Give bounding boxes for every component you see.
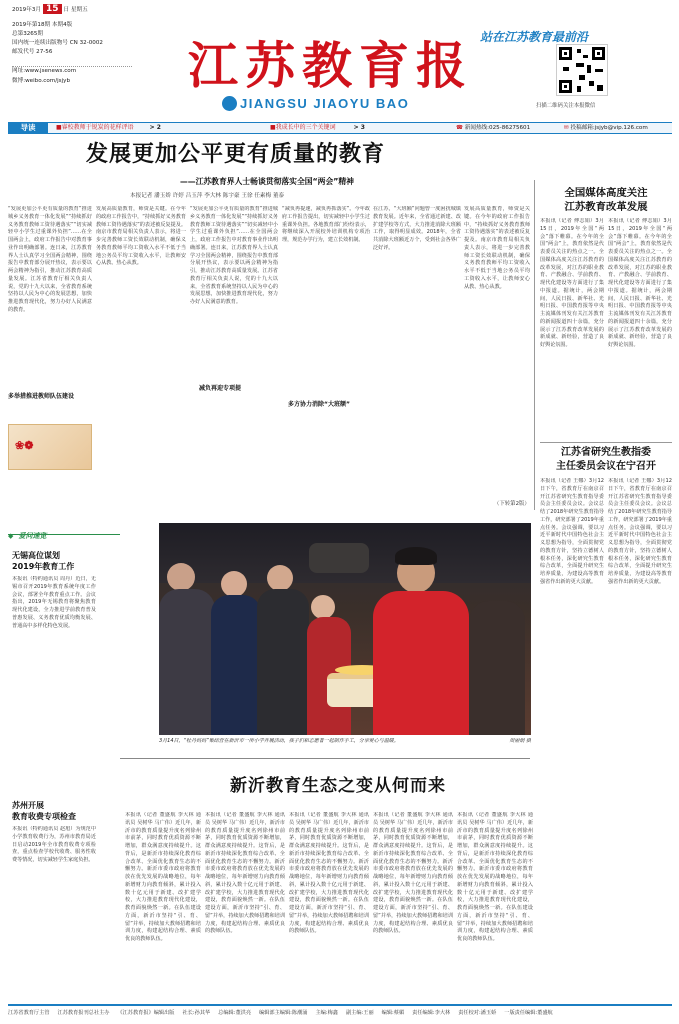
footer-item: 责任校对:潘玉娇 — [458, 1009, 497, 1016]
lead-para-5: 在江苏，“大班额”问题曾一度困扰城镇教育发展。近年来，全省通过新建、改扩建学校等方式，大力推进消除大班额工作，取得明显成效。2018年，全省共消除大班额近万个，受到社会各界广泛好评。 — [373, 206, 461, 251]
brief-body-2-text: 本报讯（特约通讯员 赵旭）为规范中小学教育收费行为，苏州市教育局近日启动2019年全市教育收费专项检查，重点检查学校代收费、服务性收费等情况，切实减轻学生家庭负担。 — [12, 826, 96, 863]
lead-section-3: 多方协力消除“大班额” — [288, 401, 350, 408]
phone-icon: ☎ — [456, 125, 463, 131]
email-text: 投稿邮箱:jsjyb@vip.126.com — [570, 125, 648, 131]
bottom-col-4 — [373, 812, 453, 998]
bottom-body-4: 本报讯（记者 董盛航 李大林 通讯员 吴树华 马广伟）近几年，新沂市的教育质量提升度名列徐州市前茅，同时教育优质资源不断增加，群众满意度持续提升。这背后，是新沂市持续深化教育综合改革、全面优化教育生态的不懈努力。新沂市委市政府将教育放在优先发展的战略地位，每年新增财力向教育倾斜，累计投入数十亿元用于新建、改扩建学校，大力推进教育现代化建设，教育面貌焕然一新。在队伍建设方面，新沂市坚持“引、育、留”并举，持续加大教师招聘和培训力度，构建起结构合理、素质优良的教师队伍。 — [373, 812, 453, 935]
footer-bar — [8, 1004, 672, 1018]
research-body-2: 本报讯（记者 王娜）3月12日下午，省教育厅在南京召开江苏省研究生教育指导委员会主任委员会议。会议总结了2018年研究生教育指导工作，研究部署了2019年重点任务。会议强调，要以习近平新时代中国特色社会主义思想为指导，全面贯彻党的教育方针，坚持立德树人根本任务，深化研究生教育综合改革，全面提升研究生培养质量，为建设高等教育强省作出新的更大贡献。 — [608, 478, 672, 585]
weekday: 日 星期五 — [63, 7, 88, 13]
date-block — [12, 6, 88, 15]
brief-body-2 — [12, 826, 96, 996]
guide-item-page: > 2 — [149, 124, 161, 131]
lead-section-2: 减负再迎专项提 — [199, 385, 242, 392]
website[interactable]: 网址:www.jsenews.com — [12, 68, 77, 74]
lead-para-1: “发展更加公平更有质量的教育”推进城乡义务教育一体化发展”“持续抓好义务教育教师工资待遇落实”“切实减轻中小学生过重课外负担”……在全国两会上，政府工作报告中对教育事业作出明确部署。连日来，江苏教育界人士认真学习全国两会精神，围绕报告中教育部分展开热议，表示要以两会精神为指引，推动江苏教育高质量发展。江苏省教育厅相关负责人说，党的十九大以来，全省教育系统坚持以人民为中心的发展思想，加快推进教育现代化，努力办好人民满意的教育。 — [8, 206, 92, 313]
footer-item: 江苏教育报刊总社主办 — [57, 1009, 110, 1016]
guide-label: 导读 — [8, 123, 48, 133]
footer-item: 一版责任编辑:董盛航 — [504, 1009, 553, 1016]
english-name: JIANGSU JIAOYU BAO — [240, 96, 410, 111]
child-head — [311, 595, 335, 619]
adult-body — [373, 591, 469, 735]
footer-item: 总编辑:董洪亮 — [218, 1009, 252, 1016]
research-col-2 — [608, 478, 672, 858]
brief-brand — [8, 523, 120, 540]
research-col-1 — [540, 478, 604, 858]
mail-icon: ✉ — [564, 125, 569, 131]
side-body: 本报讯（记者 傅志娟）3月15日，2019年全国“两会”落下帷幕。在今年的全国“两会”上，教育依然是代表委员关注的热点之一。全国媒体高度关注江苏教育的改革发展，对江苏的职业教育、产教融合、学前教育、现代化建设等方面进行了集中报道。据统计，两会期间，人民日报、新华社、光明日报、中国教育报等中央主流媒体刊发有关江苏教育的新闻报道四十余篇，充分展示了江苏教育改革发展的新成就、新经验，营造了良好舆论氛围。 — [540, 218, 604, 348]
top-right-title: 站在江苏教育最前沿 — [480, 30, 589, 44]
lead-para-6: 发展高质量教育，师资是关键。在今年的政府工作报告中，“持续抓好义务教育教师工资待遇落实”的表述被反复提及。南京市教育局相关负责人表示，将进一步完善教师工资长效联动机制，确保义务教育教师平均工资收入水平不低于当地公务员平均工资收入水平，让教师安心从教、热心从教。 — [464, 206, 530, 290]
child-body — [159, 589, 215, 735]
lead-col-1b — [8, 392, 92, 422]
footer-item: 社长:孙其华 — [182, 1009, 211, 1016]
brief-headline-2: 苏州开展 教育收费专项检查 — [12, 801, 76, 821]
bottom-body-3: 本报讯（记者 董盛航 李大林 通讯员 吴树华 马广伟）近几年，新沂市的教育质量提升度名列徐州市前茅，同时教育优质资源不断增加，群众满意度持续提升。这背后，是新沂市持续深化教育综合改革、全面优化教育生态的不懈努力。新沂市委市政府将教育放在优先发展的战略地位，每年新增财力向教育倾斜，累计投入数十亿元用于新建、改扩建学校，大力推进教育现代化建设，教育面貌焕然一新。在队伍建设方面，新沂市坚持“引、育、留”并举，持续加大教师招聘和培训力度，构建起结构合理、素质优良的教师队伍。 — [289, 812, 369, 935]
newspaper-logo: 江苏教育报 — [188, 36, 473, 95]
brief-brand-label: 爱问速览 — [18, 532, 47, 540]
lead-byline: 本报记者 潘玉娇 许婷 吕玉萍 李大林 陈宇豪 王徐 任素梅 董泰 — [130, 193, 285, 199]
sidebar-ad — [8, 424, 92, 470]
total-issue: 总第3265期 — [12, 31, 44, 37]
side-body-2: 本报讯（记者 傅志娟）3月15日，2019年全国“两会”落下帷幕。在今年的全国“两会”上，教育依然是代表委员关注的热点之一。全国媒体高度关注江苏教育的改革发展，对江苏的职业教育、产教融合、学前教育、现代化建设等方面进行了集中报道。据统计，两会期间，人民日报、新华社、光明日报、中国教育报等中央主流媒体刊发有关江苏教育的新闻报道四十余篇，充分展示了江苏教育改革发展的新成就、新经验，营造了良好舆论氛围。 — [608, 218, 672, 348]
lead-col-1 — [8, 206, 92, 392]
bottom-col-1 — [125, 812, 201, 998]
child-head — [167, 563, 195, 591]
lead-photo[interactable] — [159, 523, 531, 735]
brief-body-1 — [12, 576, 96, 792]
weibo[interactable]: 微博:weibo.com/jsjyb — [12, 78, 71, 84]
child-head — [221, 571, 247, 597]
footer-item: 责任编辑:李大林 — [412, 1009, 451, 1016]
footer-item: 副主编:王丽 — [345, 1009, 374, 1016]
guide-item-page: > 3 — [353, 124, 365, 131]
bottom-body-2: 本报讯（记者 董盛航 李大林 通讯员 吴树华 马广伟）近几年，新沂市的教育质量提升度名列徐州市前茅，同时教育优质资源不断增加，群众满意度持续提升。这背后，是新沂市持续深化教育综合改革、全面优化教育生态的不懈努力。新沂市委市政府将教育放在优先发展的战略地位，每年新增财力向教育倾斜，累计投入数十亿元用于新建、改扩建学校，大力推进教育现代化建设，教育面貌焕然一新。在队伍建设方面，新沂市坚持“引、育、留”并举，持续加大教师招聘和培训力度，构建起结构合理、素质优良的教师队伍。 — [205, 812, 285, 935]
side-col-2 — [608, 218, 672, 438]
lead-col-3 — [190, 206, 278, 506]
footer-item: 编辑部主编辑:陈潮涌 — [259, 1009, 308, 1016]
date-day: 15 — [43, 4, 62, 14]
child-head — [267, 565, 293, 591]
lead-col-6 — [464, 206, 530, 506]
research-headline: 江苏省研究生教指委 主任委员会议在宁召开 — [556, 447, 656, 472]
hotline-text: 新闻热线:025-86275601 — [464, 125, 531, 131]
guide-item-2[interactable] — [270, 124, 365, 132]
guide-bar — [8, 122, 672, 134]
lead-para-3: “发展更加公平更有质量的教育”推进城乡义务教育一体化发展”“持续抓好义务教育教师工资待遇落实”“切实减轻中小学生过重课外负担”……在全国两会上，政府工作报告中对教育事业作出明确部署。连日来，江苏教育界人士认真学习全国两会精神，围绕报告中教育部分展开热议，表示要以两会精神为指引，推动江苏教育高质量发展。江苏省教育厅相关负责人说，党的十九大以来，全省教育系统坚持以人民为中心的发展思想，加快推进教育现代化，努力办好人民满意的教育。 — [190, 206, 278, 305]
side-headline: 全国媒体高度关注 江苏教育改革发展 — [564, 187, 648, 213]
lead-col-5 — [373, 206, 461, 516]
brief-headline-1: 无锡高位谋划 2019年教育工作 — [12, 551, 75, 571]
masthead — [0, 0, 679, 132]
bottom-col-5 — [457, 812, 533, 998]
footer-item: 编辑:蔡媚 — [381, 1009, 405, 1016]
footer-item: 《江苏教育报》编辑出版 — [117, 1009, 175, 1016]
lead-col-3-head — [199, 384, 279, 394]
bottom-col-3 — [289, 812, 369, 998]
guide-item-text: ■睿校教师于锐炭的花样评语 — [56, 124, 134, 131]
lead-col-4-head — [288, 400, 370, 410]
postal-code: 邮发代号 27-56 — [12, 49, 53, 55]
photo-caption-text: 3月14日，“牡丹妈妈”集结营在新沂市一所小学开展活动，孩子们和志愿者一起制作手工，分享爱心与温暖。 — [159, 738, 399, 744]
bottom-body-5: 本报讯（记者 董盛航 李大林 通讯员 吴树华 马广伟）近几年，新沂市的教育质量提升度名列徐州市前茅，同时教育优质资源不断增加，群众满意度持续提升。这背后，是新沂市持续深化教育综合改革、全面优化教育生态的不懈努力。新沂市委市政府将教育放在优先发展的战略地位，每年新增财力向教育倾斜，累计投入数十亿元用于新建、改扩建学校，大力推进教育现代化建设，教育面貌焕然一新。在队伍建设方面，新沂市坚持“引、育、留”并举，持续加大教师招聘和培训力度，构建起结构合理、素质优良的教师队伍。 — [457, 812, 533, 942]
lead-para-4: “减负再提速，减负再抓落实”。今年政府工作报告提出，切实减轻中小学生过重课外负担。各地教育部门纷纷表示，将继续深入开展校外培训机构专项治理，规范办学行为，建立长效机制。 — [282, 206, 370, 243]
photo-credit: 周丽娟 摄 — [509, 738, 531, 744]
brand-icon: ◆ — [8, 532, 14, 540]
email[interactable] — [564, 124, 648, 132]
footer-item: 江苏省教育厅主管 — [8, 1009, 50, 1016]
guide-item-1[interactable] — [56, 124, 161, 132]
lead-col-4 — [282, 206, 370, 506]
research-body: 本报讯（记者 王娜）3月12日下午，省教育厅在南京召开江苏省研究生教育指导委员会主任委员会议。会议总结了2018年研究生教育指导工作，研究部署了2019年重点任务。会议强调，要以习近平新时代中国特色社会主义思想为指导，全面贯彻党的教育方针，坚持立德树人根本任务，深化研究生教育综合改革，全面提升研究生培养质量，为建设高等教育强省作出新的更大贡献。 — [540, 478, 604, 585]
lead-col-2 — [96, 206, 186, 486]
bottom-body-1: 本报讯（记者 董盛航 李大林 通讯员 吴树华 马广伟）近几年，新沂市的教育质量提升度名列徐州市前茅，同时教育优质资源不断增加，群众满意度持续提升。这背后，是新沂市持续深化教育综合改革、全面优化教育生态的不懈努力。新沂市委市政府将教育放在优先发展的战略地位，每年新增财力向教育倾斜，累计投入数十亿元用于新建、改扩建学校，大力推进教育现代化建设，教育面貌焕然一新。在队伍建设方面，新沂市坚持“引、育、留”并举，持续加大教师招聘和培训力度，构建起结构合理、素质优良的教师队伍。 — [125, 812, 201, 942]
hotline — [456, 124, 530, 132]
issue-line: 2019年第18期 本期4版 — [12, 22, 73, 28]
jump-note[interactable]: （下转第2版） — [494, 501, 530, 507]
side-col-1 — [540, 218, 604, 438]
footer-item: 主编:梅鑫 — [315, 1009, 338, 1016]
bottom-headline: 新沂教育生态之变从何而来 — [230, 776, 446, 796]
lead-subtitle: ——江苏教育界人士畅谈贯彻落实全国“两会”精神 — [180, 177, 354, 186]
adult-hair — [395, 547, 437, 565]
globe-icon — [222, 96, 237, 111]
child-body — [211, 595, 261, 735]
cn-code: 国内统一连续出版物号 CN 32-0002 — [12, 40, 103, 46]
child-body — [257, 589, 309, 735]
lead-para-2: 发展高质量教育，师资是关键。在今年的政府工作报告中，“持续抓好义务教育教师工资待遇落实”的表述被反复提及。南京市教育局相关负责人表示，将进一步完善教师工资长效联动机制，确保义务教育教师平均工资收入水平不低于当地公务员平均工资收入水平，让教师安心从教、热心从教。 — [96, 206, 186, 267]
lead-headline: 发展更加公平更有质量的教育 — [86, 142, 386, 167]
brief-body-1-text: 本报讯（特约通讯员 周丹）近日，无锡市召开2019年教育系统年度工作会议，部署全年教育重点工作。会议指出，2019年无锡教育将聚焦教育现代化建设，全力推进学前教育普及普惠发展、义务教育优质均衡发展、普通高中多样化特色发展。 — [12, 576, 96, 629]
guide-item-text: ■我成长中的三个关键词 — [270, 124, 336, 131]
qr-caption: 扫描二维码关注本报微信 — [536, 103, 596, 109]
lead-section-1: 多举措推进教师队伍建设 — [8, 393, 75, 400]
bottom-col-2 — [205, 812, 285, 998]
background-person — [469, 601, 525, 735]
date-line: 2019年3月 — [12, 7, 41, 13]
photo-bg-shape — [309, 543, 369, 573]
ad-emblem: ❀❁ — [15, 439, 34, 452]
qr-code[interactable] — [556, 44, 608, 96]
photo-caption — [159, 738, 531, 752]
